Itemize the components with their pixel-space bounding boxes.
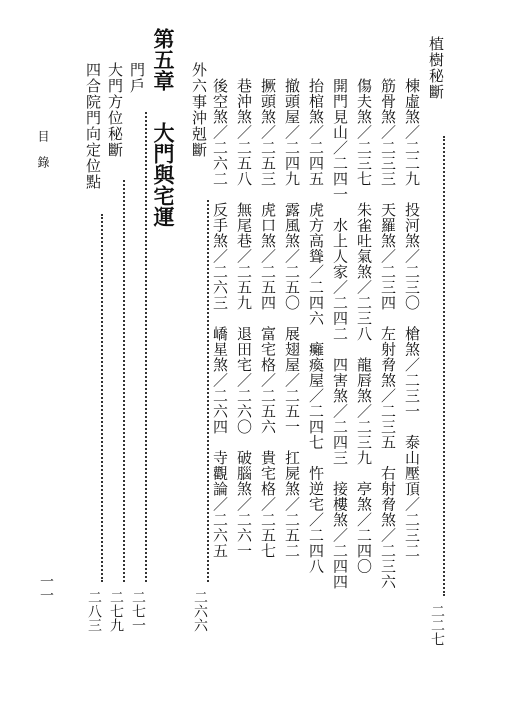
toc-entry-tree-planting: 植樹秘斷: [427, 36, 445, 100]
toc-entry-row: 巷沖煞／二五八 無尾巷／二五九 退田宅／二六〇 破腦煞／二六一: [235, 78, 253, 559]
toc-entry-row: 棟虛煞／二二九 投河煞／二三〇 槍煞／二三一 泰山壓頂／二三二: [403, 78, 421, 559]
toc-leader-dots: [123, 180, 125, 582]
toc-entry-row: 後空煞／二六二 反手煞／二六三 嶠星煞／二六四 寺觀論／二六五: [211, 78, 229, 559]
toc-entry-courtyard-gate: 四合院門向定位點: [84, 62, 102, 190]
chapter-number: 第五章: [151, 28, 175, 91]
toc-page-number: 二二七: [429, 604, 445, 646]
toc-entry-row: 筋骨煞／二三三 天羅煞／二三四 左射脅煞／二三五 右射脅煞／二三六: [379, 78, 397, 590]
toc-entry-row: 傷夫煞／二三七 朱雀吐氣煞／二三八 龍唇煞／二三九 亭煞／二四〇: [355, 78, 373, 574]
toc-entry-doors: 門戶: [128, 62, 146, 94]
toc-entry-row: 撤頭屋／二四九 露風煞／二五〇 展翅屋／二五一 扛屍煞／二五二: [283, 78, 301, 559]
toc-leader-dots: [145, 112, 147, 582]
page-folio: 一一: [38, 574, 54, 602]
toc-page-number: 二七九: [108, 590, 124, 632]
toc-page-number: 二八三: [86, 590, 102, 632]
toc-entry-row: 開門見山／二四一 水上人家／二四二 四害煞／二四三 接樓煞／二四四: [331, 78, 349, 590]
toc-entry-external-six: 外六事沖剋斷: [190, 62, 208, 158]
toc-leader-dots: [443, 136, 445, 596]
chapter-title: 大門與宅運: [151, 122, 175, 227]
toc-entry-gate-direction: 大門方位秘斷: [106, 62, 124, 158]
toc-page-number: 二七一: [130, 590, 146, 632]
toc-entry-row: 抬棺煞／二四五 虎方高聳／二四六 癱瘓屋／二四七 忤逆宅／二四八: [307, 78, 325, 574]
toc-leader-dots: [207, 200, 209, 582]
toc-entry-row: 撅頭煞／二五三 虎口煞／二五四 富宅格／二五六 貴宅格／二五七: [259, 78, 277, 559]
toc-leader-dots: [101, 214, 103, 582]
running-head: 目錄: [36, 130, 50, 182]
toc-page-number: 二六六: [192, 590, 208, 632]
